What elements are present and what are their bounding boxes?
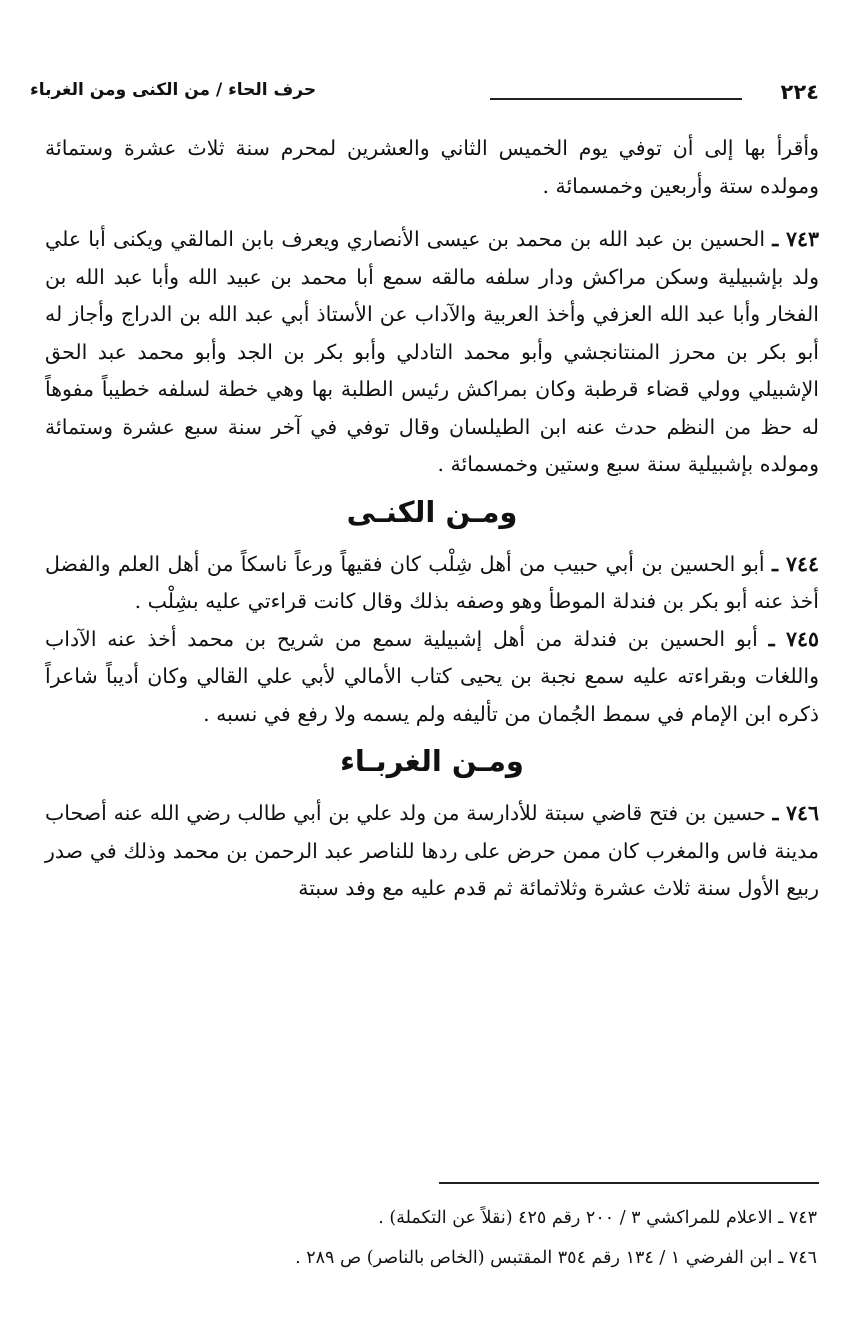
entry-743 (45, 221, 819, 484)
continuation-text: وأقرأ بها إلى أن توفي يوم الخميس الثاني والعشرين لمحرم سنة ثلاث عشرة وستمائة ومولده ستة وأربعين وخمسمائة . (45, 136, 819, 198)
entry-745 (45, 621, 819, 734)
entry-text: حسين بن فتح قاضي سبتة للأدارسة من ولد علي بن أبي طالب رضي الله عنه أصحاب مدينة فاس والمغرب كان ممن حرض على ردها للناصر عبد الرحمن بن محمد وذلك في صدر ربيع الأول سنة ثلاث عشرة وثلاثمائة ثم قدم عليه مع وفد سبتة (45, 801, 819, 900)
footnote-rule (439, 1182, 819, 1184)
running-title: حرف الحاء / من الكنى ومن الغرباء (30, 80, 317, 100)
continuation-paragraph (45, 130, 819, 205)
entry-744 (45, 546, 819, 621)
entry-text: أبو الحسين بن فندلة من أهل إشبيلية سمع من شريح بن محمد أخذ عنه الآداب واللغات وبقراءته عليه سمع نجبة بن يحيى كتاب الأمالي لأبي علي القالي وكان أديباً شاعراً ذكره ابن الإمام في سمط الجُمان من تأليفه ولم يسمه ولا رفع في نسبه . (45, 626, 819, 726)
header-rule (490, 98, 742, 100)
page-header (30, 78, 837, 108)
footnote-743: ٧٤٣ ـ الاعلام للمراكشي ٣ / ٢٠٠ رقم ٤٢٥ (نقلاً عن التكملة) . (378, 1208, 817, 1228)
entry-number: ٧٤٦ ـ (772, 801, 819, 825)
footnote-746: ٧٤٦ ـ ابن الفرضي ١ / ١٣٤ رقم ٣٥٤ المقتبس (الخاص بالناصر) ص ٢٨٩ . (295, 1248, 817, 1268)
section-heading-ghuraba: ومـن الغربـاء (340, 744, 524, 778)
entry-number: ٧٤٥ ـ (768, 626, 819, 651)
section-heading-kuna: ومـن الكنـى (346, 494, 518, 529)
footnotes (45, 1198, 817, 1278)
entry-text: الحسين بن عبد الله بن محمد بن عيسى الأنصاري ويعرف بابن المالقي ويكنى أبا علي ولد بإشبيلية وسكن مراكش ودار سلفه مالقه سمع أبا محمد بن عبيد الله وأبا عبد الله بن الفخار وأبا عبد الله العزفي وأخذ العربية والآداب عن الأستاذ أبي عبد الله بن الدراج وأجاز له أبو بكر بن محرز المنتانجشي وأبو محمد التادلي وأبو بكر بن الجد وأبو محمد عبد الحق الإشبيلي وولي قضاء قرطبة وكان بمراكش رئيس الطلبة بها وهي خطة لسلفه خطيباً مفوهاً له حظ من النظم حدث عنه ابن الطيلسان وقال توفي في آخر سنة سبع عشرة وستمائة ومولده بإشبيلية سنة سبع وستين وخمسمائة . (45, 227, 819, 476)
entry-number: ٧٤٤ ـ (771, 551, 819, 576)
entry-746 (45, 795, 819, 908)
entry-text: أبو الحسين بن أبي حبيب من أهل شِلْب كان فقيهاً ورعاً ناسكاً من أهل العلم والفضل أخذ عنه أبو بكر بن فندلة الموطأ وهو وصفه بذلك وقال كانت قراءتي عليه بشِلْب . (45, 551, 819, 613)
page-number: ٢٢٤ (780, 80, 819, 104)
entry-number: ٧٤٣ ـ (772, 227, 819, 251)
main-text (45, 130, 819, 908)
